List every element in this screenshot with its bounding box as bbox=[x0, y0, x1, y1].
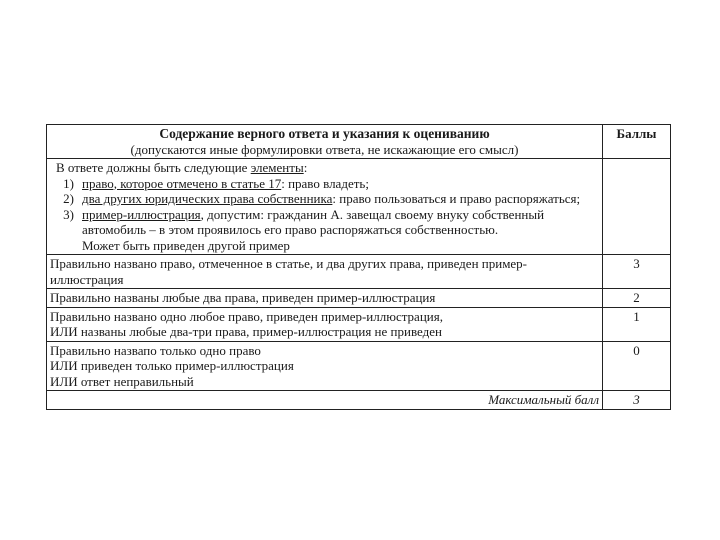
criterion-row bbox=[47, 307, 671, 341]
answer-elements-cell bbox=[47, 159, 603, 255]
answer-element-list bbox=[50, 176, 599, 238]
criterion-line: Правильно назвапо только одно право bbox=[50, 342, 261, 358]
item-number: 1) bbox=[63, 175, 74, 191]
item-key-phrase: право, которое отмечено в статье 17 bbox=[82, 175, 282, 191]
item-number: 3) bbox=[63, 206, 74, 222]
criterion-text bbox=[47, 255, 603, 289]
max-score-label: Максимальный балл bbox=[47, 391, 603, 410]
grading-rubric-table bbox=[46, 124, 671, 410]
header-content-cell bbox=[47, 125, 603, 159]
answer-element-item bbox=[50, 191, 599, 207]
criterion-score: 2 bbox=[603, 289, 671, 308]
criterion-text bbox=[47, 289, 603, 308]
rubric-title: Содержание верного ответа и указания к оцениванию bbox=[159, 126, 490, 141]
answer-note: Может быть приведен другой пример bbox=[82, 237, 290, 253]
rubric-subtitle: (допускаются иные формулировки ответа, не искажающие его смысл) bbox=[130, 141, 519, 157]
criterion-line: ИЛИ приведен только пример-иллюстрация bbox=[50, 358, 294, 373]
item-key-phrase: пример-иллюстрация bbox=[82, 206, 201, 222]
score-column-header: Баллы bbox=[603, 125, 671, 159]
max-score-row bbox=[47, 391, 671, 410]
answer-elements-row bbox=[47, 159, 671, 255]
max-score-value: 3 bbox=[603, 391, 671, 410]
item-rest: , допустим: гражданин А. завещал своему внуку собственный автомобиль – в этом проявилось его право распоряжаться собственностью. bbox=[82, 206, 545, 237]
item-number: 2) bbox=[63, 191, 74, 206]
item-rest: : право пользоваться и право распоряжаться; bbox=[332, 191, 581, 206]
item-rest: : право владеть; bbox=[281, 175, 369, 191]
criterion-line: Правильно названо право, отмеченное в статье, и два других права, приведен пример-иллюстрация bbox=[50, 256, 528, 287]
criterion-row bbox=[47, 289, 671, 308]
criterion-row bbox=[47, 341, 671, 391]
answer-element-item bbox=[50, 176, 599, 192]
answer-element-item bbox=[50, 207, 599, 238]
answer-elements-score-cell bbox=[603, 159, 671, 255]
criterion-text bbox=[47, 341, 603, 391]
criterion-score: 3 bbox=[603, 255, 671, 289]
criterion-score: 1 bbox=[603, 307, 671, 341]
item-text bbox=[82, 207, 599, 238]
intro-underlined: элементы bbox=[250, 160, 304, 175]
criterion-text bbox=[47, 307, 603, 341]
criterion-line: Правильно названы любые два права, приведен пример-иллюстрация bbox=[50, 290, 436, 305]
criterion-score: 0 bbox=[603, 341, 671, 391]
header-row bbox=[47, 125, 671, 159]
item-text bbox=[82, 176, 599, 192]
criterion-row bbox=[47, 255, 671, 289]
intro-prefix: В ответе должны быть следующие bbox=[56, 160, 251, 175]
item-text bbox=[82, 191, 599, 207]
answer-intro bbox=[50, 160, 599, 176]
criterion-line: ИЛИ названы любые два-три права, пример-иллюстрация не приведен bbox=[50, 324, 442, 339]
criterion-line: ИЛИ ответ неправильный bbox=[50, 373, 194, 389]
item-key-phrase: два других юридических права собственника bbox=[82, 191, 333, 206]
intro-suffix: : bbox=[303, 160, 308, 175]
criterion-line: Правильно названо одно любое право, приведен пример-иллюстрация, bbox=[50, 308, 443, 324]
